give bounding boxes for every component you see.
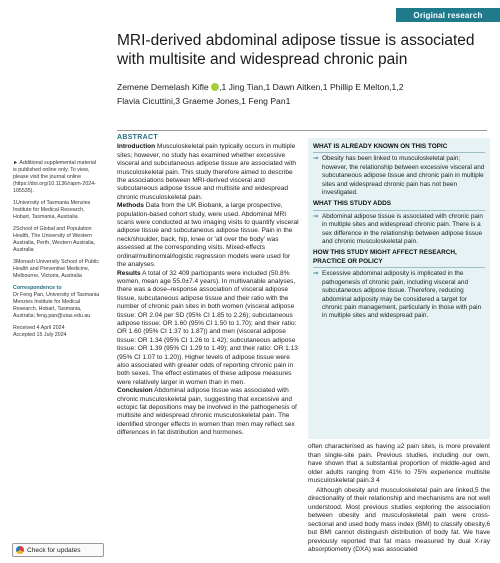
known-heading: WHAT IS ALREADY KNOWN ON THIS TOPIC: [313, 143, 485, 153]
known-item: ⇒ Obesity has been linked to musculoskeletal pain; however, the relationship between excessive visceral and subcutaneous adipose tissue and chronic pain in multiple sites and widespread chronic pain has not been investigated.: [313, 155, 485, 197]
correspondence-body[interactable]: Dr Feng Pan, University of Tasmania Menzies Institute for Medical Research, Hobart, Tasmania, Australia; feng.pan@utas.edu.au: [13, 292, 100, 319]
author-first[interactable]: Zemene Demelash Kifle: [117, 82, 209, 92]
correspondence-heading: Correspondence to: [13, 285, 62, 291]
arrow-right-icon: ⇒: [313, 212, 319, 220]
abstract-heading: ABSTRACT: [117, 134, 158, 141]
affiliation-2: 2School of Global and Population Health, The University of Western Australia, Perth, Western Australia, Australia: [13, 226, 96, 253]
adds-item: ⇒ Abdominal adipose tissue is associated with chronic pain in multiple sites and widespread chronic pain. There is a sex difference in the relationship between adipose tissue and chronic musculoskeletal pain.: [313, 212, 483, 246]
body-text: [308, 443, 490, 556]
received-date: Received 4 April 2024: [13, 325, 65, 331]
article-title: MRI-derived abdominal adipose tissue is associated with multisite and widespread chronic pain: [117, 32, 475, 68]
author-list: [117, 80, 487, 108]
affiliation-3: 3Monash University School of Public Health and Preventive Medicine, Melbourne, Victoria, Australia: [13, 259, 99, 279]
arrow-right-icon: ⇒: [313, 270, 319, 278]
body-paragraph-1: often characterised as having ≥2 pain sites, is more prevalent than single-site pain. Previous studies, including our own, have shown that a substantial proportion of middle-aged and older adults ranging from 41% to 75% experience multisite musculoskeletal pain.3 4: [308, 443, 490, 484]
body-paragraph-2: Although obesity and musculoskeletal pain are linked,5 the directionality of their relationship and mechanisms are not well understood. Most previous studies exploring the association between obesity and musculoskeletal pain were cross-sectional and used body mass index (BMI) to classify obesity,6 but BMI cannot distinguish distribution of body fat. We have previously reported that fat mass measured by dual X-ray absorptiometry (DXA) was associated: [308, 486, 490, 553]
supplemental-note[interactable]: ► Additional supplemental material is published online only. To view, please visit the journal online (https://doi.org/10.1136/rapm-2024-105535).: [13, 160, 96, 194]
authors-line-2: Flavia Cicuttini,3 Graeme Jones,1 Feng Pan1: [117, 96, 291, 106]
arrow-right-icon: ⇒: [313, 155, 319, 163]
accepted-date: Accepted 15 July 2024: [13, 332, 67, 338]
abstract: [117, 134, 299, 438]
adds-heading: WHAT THIS STUDY ADDS: [313, 200, 485, 210]
check-updates-label: Check for updates: [27, 546, 81, 554]
sidebar-notes: [13, 160, 101, 344]
abstract-introduction: Introduction Musculoskeletal pain typically occurs in multiple sites; however, no study has examined whether excessive visceral and subcutaneous adipose tissue are associated with musculoskeletal pain. This study therefore aimed to describe the associations between MRI-derived visceral and subcutaneous adipose tissue and multisite and widespread chronic musculoskeletal pain.: [117, 143, 297, 201]
abstract-results: Results A total of 32 409 participants were included (50.8% women, mean age 55.0±7.4 years). In multivariable analyses, there was a dose–response association of visceral adipose tissue, subcutaneous adipose tissue and their ratio with the number of chronic pain sites in both women (visceral adipose tissue: OR 2.04 per SD (95% CI 1.85 to 2.26); subcutaneous adipose tissue: OR 1.60 (95% CI 1.50 to 1.70); and their ratio: OR 1.60 (95% CI 1.37 to 1.87)) and men (visceral adipose tissue: OR 1.34 (95% CI 1.26 to 1.42); subcutaneous adipose tissue: OR 1.39 (95% CI 1.29 to 1.49); and their ratio: OR 1.13 (95% CI 1.07 to 1.20)). Higher levels of adipose tissue were also associated with greater odds of reporting chronic pain in both sexes. The effect estimates of these adipose measures were relatively larger in women than in men.: [117, 269, 298, 386]
abstract-methods: Methods Data from the UK Biobank, a large prospective, population-based cohort study, were used. Abdominal MRI scans were conducted at two imaging visits to quantify visceral adipose tissue and subcutaneous adipose tissue. Pain in the neck/shoulder, back, hip, knee or 'all over the body' was assessed at the corresponding visits. Mixed-effects ordinal/multinomial/logistic regression models were used for the analyses.: [117, 202, 299, 269]
orcid-icon[interactable]: [211, 83, 219, 91]
check-for-updates-button[interactable]: [12, 543, 104, 557]
key-messages-box: [308, 138, 490, 439]
abstract-conclusion: Conclusion Abdominal adipose tissue was associated with chronic musculoskeletal pain, suggesting that excessive and ectopic fat depositions may be involved in the pathogenesis of multisite and widespread chronic musculoskeletal pain. The identified stronger effects in women than men may reflect sex differences in fat distribution and hormones.: [117, 387, 297, 437]
crossmark-icon: [16, 546, 24, 554]
authors-rest: ,1 Jing Tian,1 Dawn Aitken,1 Phillip E Melton,1,2: [219, 82, 404, 92]
impact-heading: HOW THIS STUDY MIGHT AFFECT RESEARCH, PRACTICE OR POLICY: [313, 249, 485, 268]
article-type-banner: Original research: [396, 8, 500, 22]
impact-item: ⇒ Excessive abdominal adiposity is implicated in the pathogenesis of chronic pain, including visceral and subcutaneous adipose tissue. Therefore, reducing abdominal adiposity may be considered a target for chronic pain management, particularly in those with pain in multiple sites and widespread pain.: [313, 270, 482, 320]
affiliation-1: 1University of Tasmania Menzies Institute for Medical Research, Hobart, Tasmania, Australia: [13, 200, 91, 220]
title-divider: [117, 130, 487, 131]
